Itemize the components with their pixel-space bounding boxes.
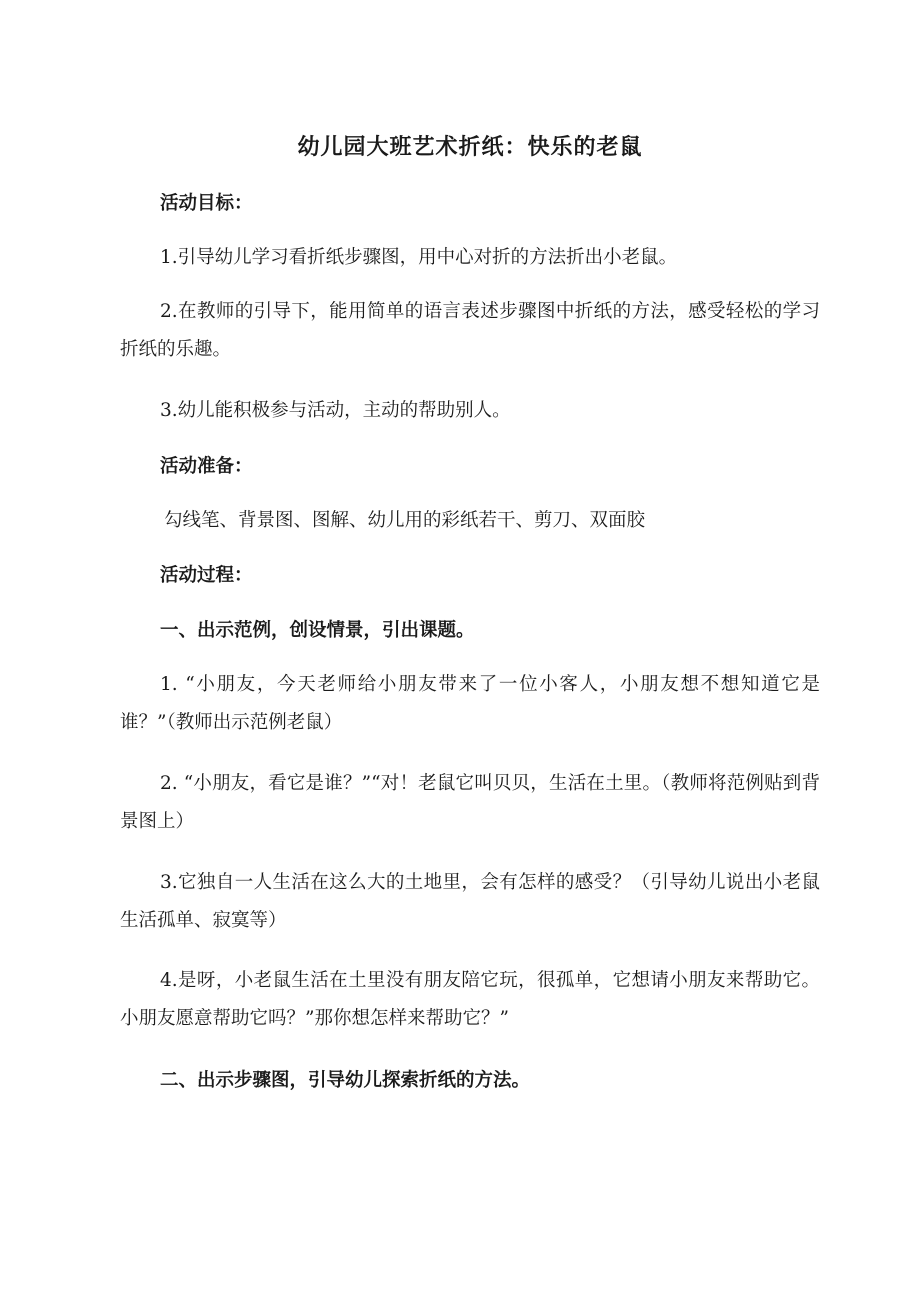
process-heading: 活动过程：: [160, 565, 253, 586]
prep-heading: 活动准备：: [160, 456, 253, 477]
section1-item-4: 4.是呀，小老鼠生活在土里没有朋友陪它玩，很孤单，它想请小朋友来帮助它。小朋友愿意帮助它吗？”那你想怎样来帮助它？”: [120, 970, 820, 1029]
document-title: 幼儿园大班艺术折纸：快乐的老鼠: [297, 135, 643, 160]
section2-heading: 二、出示步骤图，引导幼儿探索折纸的方法。: [160, 1070, 531, 1091]
goal-heading: 活动目标：: [160, 193, 253, 214]
section1-item-2: 2. “小朋友，看它是谁？”“对！老鼠它叫贝贝，生活在土里。（教师将范例贴到背景图上）: [120, 773, 820, 832]
prep-text: 勾线笔、背景图、图解、幼儿用的彩纸若干、剪刀、双面胶: [164, 510, 646, 531]
goal-item-3: 3.幼儿能积极参与活动，主动的帮助别人。: [160, 400, 511, 421]
section1-heading: 一、出示范例，创设情景，引出课题。: [160, 620, 475, 641]
section1-item-1: 1. “小朋友，今天老师给小朋友带来了一位小客人，小朋友想不想知道它是谁？”（教师出示范例老鼠）: [120, 674, 820, 733]
section1-item-3: 3.它独自一人生活在这么大的土地里，会有怎样的感受？（引导幼儿说出小老鼠生活孤单、寂寞等）: [120, 872, 820, 931]
goal-item-1: 1.引导幼儿学习看折纸步骤图，用中心对折的方法折出小老鼠。: [160, 247, 678, 268]
goal-item-2: 2.在教师的引导下，能用简单的语言表述步骤图中折纸的方法，感受轻松的学习折纸的乐趣。: [120, 301, 820, 360]
